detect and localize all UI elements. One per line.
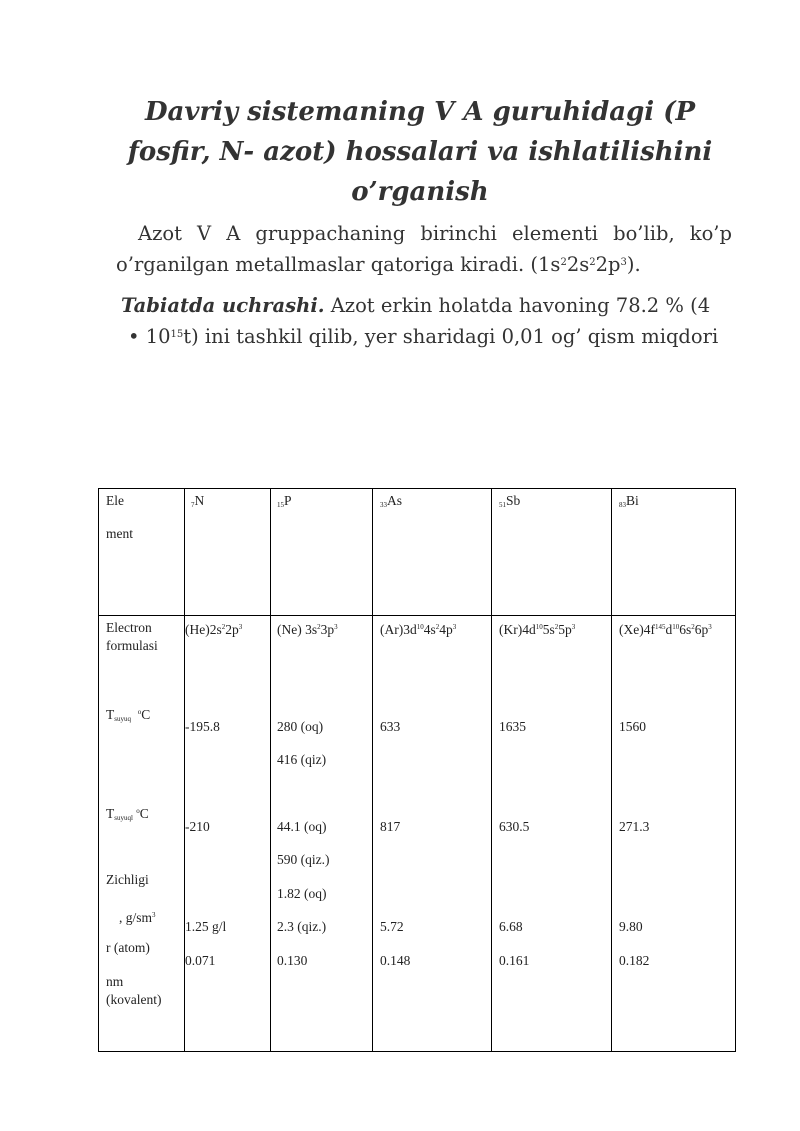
column-divider bbox=[491, 489, 492, 1051]
melting-p-extra: 416 (qiz) bbox=[277, 752, 327, 767]
intro-line-2-text: o’rganilgan metallmaslar qatoriga kiradi. (1s bbox=[116, 253, 561, 276]
occurrence-line-2 bbox=[116, 321, 752, 352]
radius-p: 0.130 bbox=[277, 953, 308, 968]
title-line-1: Davriy sistemaning V A guruhidagi (P bbox=[144, 97, 696, 127]
label-tsuyuql bbox=[106, 803, 149, 827]
column-divider bbox=[611, 489, 612, 1051]
element-header-sb bbox=[499, 492, 520, 514]
boiling-sb: 630.5 bbox=[499, 819, 530, 834]
formula-superscript: 3 bbox=[708, 623, 712, 631]
occurrence-line-1 bbox=[116, 290, 752, 321]
degree-superscript: o bbox=[137, 708, 142, 716]
atomic-number: 83 bbox=[619, 501, 626, 509]
element-symbol: Bi bbox=[626, 493, 639, 508]
label-radius-line-2: nm bbox=[106, 974, 124, 989]
density-p: 2.3 (qiz.) bbox=[277, 919, 327, 934]
electron-formula-bi bbox=[619, 619, 712, 638]
formula-text: (Ar)3d bbox=[380, 622, 417, 637]
formula-text: 6p bbox=[694, 622, 709, 637]
density-p-extra-2: 1.82 (oq) bbox=[277, 886, 327, 901]
boiling-n: -210 bbox=[185, 819, 210, 834]
melting-bi: 1560 bbox=[619, 719, 646, 734]
atomic-number: 15 bbox=[277, 501, 284, 509]
formula-superscript: 2 bbox=[554, 623, 559, 631]
formula-superscript: 2 bbox=[691, 623, 695, 631]
intro-line-2-end: ). bbox=[626, 253, 641, 276]
row-divider bbox=[99, 615, 735, 616]
electron-formula-sb bbox=[499, 619, 575, 638]
occurrence-line-2-post: t) ini tashkil qilib, yer sharidagi 0,01 og’ qism miqdori bbox=[183, 325, 719, 348]
radius-sb: 0.161 bbox=[499, 953, 530, 968]
occurrence-paragraph bbox=[116, 290, 752, 352]
occurrence-line-2-pre: • 10 bbox=[128, 325, 171, 348]
formula-text: 6s bbox=[679, 622, 692, 637]
superscript: 2 bbox=[589, 257, 596, 268]
occurrence-heading: Tabiatda uchrashi. bbox=[121, 294, 325, 317]
density-sb: 6.68 bbox=[499, 919, 523, 934]
element-header-n bbox=[191, 492, 204, 514]
label-density-line-1: Zichligi bbox=[106, 872, 149, 887]
formula-text: d bbox=[665, 622, 673, 637]
melting-n: -195.8 bbox=[185, 719, 220, 734]
radius-bi: 0.182 bbox=[619, 953, 650, 968]
header-label-line-2: ment bbox=[106, 526, 133, 541]
density-as: 5.72 bbox=[380, 919, 404, 934]
formula-superscript: 10 bbox=[672, 623, 680, 631]
density-n: 1.25 g/l bbox=[185, 919, 227, 934]
occurrence-line-1-text: Azot erkin holatda havoning 78.2 % (4 bbox=[324, 294, 711, 317]
page-title bbox=[100, 92, 740, 212]
intro-line-1: Azot V A gruppachaning birinchi elementi bo’lib, ko’p bbox=[138, 222, 732, 245]
formula-text: 3p bbox=[320, 622, 335, 637]
formula-text: (Kr)4d bbox=[499, 622, 536, 637]
formula-text: (He)2s bbox=[185, 622, 222, 637]
melting-p: 280 (oq) bbox=[277, 719, 324, 734]
element-symbol: N bbox=[194, 493, 205, 508]
formula-superscript: 145 bbox=[654, 623, 666, 631]
density-bi: 9.80 bbox=[619, 919, 643, 934]
title-line-3: o’rganish bbox=[351, 177, 489, 207]
element-symbol: As bbox=[387, 493, 403, 508]
label-subscript: suyuql bbox=[114, 814, 133, 822]
atomic-number: 51 bbox=[499, 501, 506, 509]
label-electron-line-1: Electron bbox=[106, 620, 152, 635]
intro-line-2 bbox=[116, 249, 732, 280]
title-line-2: fosfir, N- azot) hossalari va ishlatilishini bbox=[127, 137, 713, 167]
formula-superscript: 2 bbox=[435, 623, 440, 631]
element-header-as bbox=[380, 492, 402, 514]
formula-superscript: 3 bbox=[452, 623, 457, 631]
label-electron-line-2: formulasi bbox=[106, 638, 158, 653]
electron-formula-p bbox=[277, 619, 338, 638]
superscript: 15 bbox=[170, 329, 184, 340]
properties-table bbox=[98, 488, 736, 1052]
label-superscript: 3 bbox=[152, 911, 156, 919]
formula-superscript: 2 bbox=[317, 623, 321, 631]
label-text: T bbox=[106, 707, 115, 722]
column-divider bbox=[270, 489, 271, 1051]
intro-line-2-orbital: 2p bbox=[595, 253, 621, 276]
unit-text: C bbox=[141, 707, 151, 722]
label-text: T bbox=[106, 806, 115, 821]
electron-formula-as bbox=[380, 619, 456, 638]
label-radius-line-3: (kovalent) bbox=[106, 992, 162, 1007]
radius-n: 0.071 bbox=[185, 953, 216, 968]
radius-as: 0.148 bbox=[380, 953, 411, 968]
boiling-bi: 271.3 bbox=[619, 819, 650, 834]
formula-superscript: 10 bbox=[416, 623, 424, 631]
column-divider bbox=[372, 489, 373, 1051]
formula-superscript: 3 bbox=[334, 623, 338, 631]
boiling-as: 817 bbox=[380, 819, 401, 834]
formula-text: (Ne) 3s bbox=[277, 622, 318, 637]
formula-text: (Xe)4f bbox=[619, 622, 655, 637]
intro-paragraph bbox=[116, 218, 732, 280]
formula-text: 4s bbox=[423, 622, 436, 637]
superscript: 2 bbox=[560, 257, 567, 268]
formula-superscript: 10 bbox=[535, 623, 543, 631]
formula-superscript: 2 bbox=[221, 623, 226, 631]
label-text: , g/sm bbox=[119, 910, 153, 925]
degree-superscript: o bbox=[136, 807, 140, 815]
formula-superscript: 3 bbox=[238, 623, 243, 631]
label-radius-line-1: r (atom) bbox=[106, 940, 150, 955]
formula-text: 5p bbox=[558, 622, 572, 637]
element-header-p bbox=[277, 492, 292, 514]
formula-text: 2p bbox=[225, 622, 239, 637]
label-tqayn bbox=[106, 704, 150, 728]
element-symbol: Sb bbox=[506, 493, 521, 508]
density-p-extra-1: 590 (qiz.) bbox=[277, 852, 330, 867]
superscript: 3 bbox=[620, 257, 627, 268]
formula-text: 5s bbox=[542, 622, 555, 637]
unit-text: C bbox=[139, 806, 149, 821]
label-density-line-2 bbox=[119, 907, 156, 926]
header-label-line-1: Ele bbox=[106, 493, 124, 508]
atomic-number: 33 bbox=[380, 501, 387, 509]
melting-sb: 1635 bbox=[499, 719, 526, 734]
intro-line-2-orbital: 2s bbox=[566, 253, 590, 276]
formula-text: 4p bbox=[439, 622, 453, 637]
element-symbol: P bbox=[284, 493, 292, 508]
element-header-bi bbox=[619, 492, 639, 514]
atomic-number: 7 bbox=[191, 501, 195, 509]
formula-superscript: 3 bbox=[571, 623, 576, 631]
boiling-p: 44.1 (oq) bbox=[277, 819, 327, 834]
label-subscript: suyuq bbox=[114, 715, 131, 723]
electron-formula-n bbox=[185, 619, 242, 638]
melting-as: 633 bbox=[380, 719, 401, 734]
